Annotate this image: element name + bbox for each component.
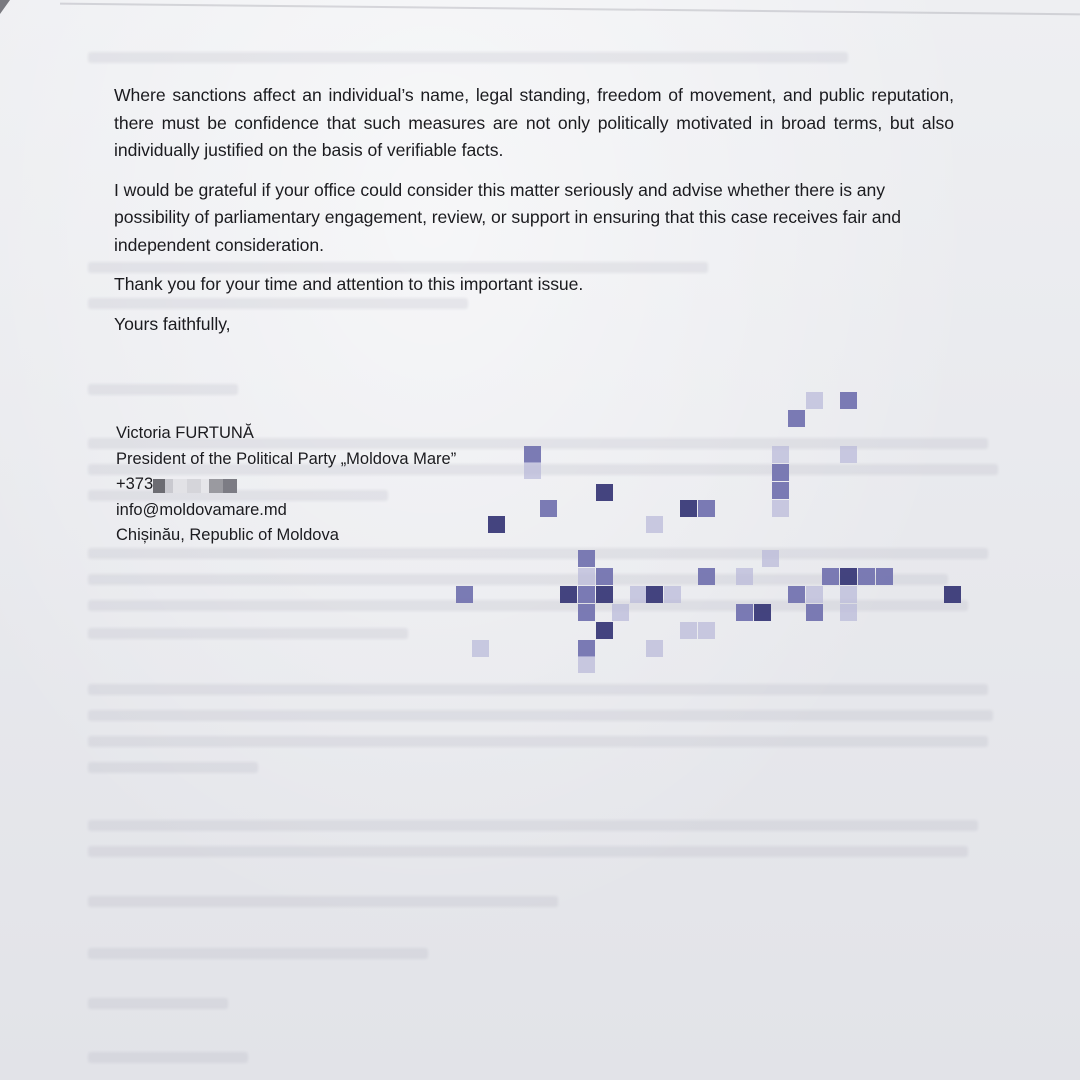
signature-redaction-pixel	[840, 568, 857, 585]
signature-redaction-pixel	[772, 482, 789, 499]
page-edge-shadow	[60, 3, 1080, 16]
ghost-text-line	[88, 628, 408, 639]
signature-redaction-pixel	[840, 446, 857, 463]
signature-redaction-pixel	[762, 550, 779, 567]
signature-redaction-pixel	[596, 586, 613, 603]
ghost-text-line	[88, 762, 258, 773]
signature-redaction-pixel	[944, 586, 961, 603]
signature-redaction-pixel	[840, 604, 857, 621]
ghost-text-line	[88, 710, 993, 721]
paragraph-thanks: Thank you for your time and attention to this important issue.	[114, 274, 584, 294]
signature-redaction-pixel	[578, 550, 595, 567]
closing-salutation: Yours faithfully,	[114, 313, 231, 334]
signature-redaction-pixel	[876, 568, 893, 585]
signatory-title: President of the Political Party „Moldova Mare”	[116, 449, 457, 468]
signature-redaction-pixel	[788, 586, 805, 603]
signature-redaction-pixel	[806, 604, 823, 621]
signature-redaction-pixel	[772, 500, 789, 517]
signature-redaction-pixel	[698, 622, 715, 639]
signature-redaction-pixel	[596, 568, 613, 585]
signature-redaction-pixel	[578, 568, 595, 585]
page-corner	[0, 0, 10, 14]
signature-redaction-pixel	[540, 500, 557, 517]
signature-redaction-pixel	[822, 568, 839, 585]
ghost-text-line	[88, 948, 428, 959]
signature-redaction-pixel	[646, 516, 663, 533]
ghost-text-line	[88, 600, 968, 611]
signatory-address: Chișinău, Republic of Moldova	[116, 526, 339, 544]
signature-redaction-pixel	[840, 586, 857, 603]
ghost-text-line	[88, 384, 238, 395]
paragraph-sanctions: Where sanctions affect an individual’s name, legal standing, freedom of movement, and public reputation, there must be confidence that such measures are not only politically motivated in broad terms, but also individually justified on the basis of verifiable facts.	[114, 85, 954, 160]
ghost-text-line	[88, 846, 968, 857]
signature-redaction-pixel	[646, 640, 663, 657]
paragraph-request: I would be grateful if your office could consider this matter seriously and advise whether there is any possibility of parliamentary engagement, review, or support in ensuring that this case receives fair and independent consideration.	[114, 179, 901, 255]
signature-redaction-pixel	[630, 586, 647, 603]
ghost-text-line	[88, 548, 988, 559]
signatory-email: info@moldovamare.md	[116, 500, 287, 519]
ghost-text-line	[88, 998, 228, 1009]
signature-redaction-pixel	[858, 568, 875, 585]
signature-redaction-pixel	[806, 586, 823, 603]
ghost-text-line	[88, 736, 988, 747]
signature-redaction-pixel	[788, 410, 805, 427]
ghost-text-line	[88, 52, 848, 63]
signatory-name: Victoria FURTUNĂ	[116, 424, 254, 442]
signature-redaction-pixel	[664, 586, 681, 603]
signature-redaction-pixel	[806, 392, 823, 409]
phone-redaction	[153, 476, 237, 490]
signature-redaction-pixel	[772, 464, 789, 481]
signature-redaction-pixel	[612, 604, 629, 621]
signature-redaction-pixel	[578, 604, 595, 621]
signature-redaction-pixel	[736, 604, 753, 621]
signature-redaction-pixel	[680, 500, 697, 517]
signature-redaction-pixel	[596, 484, 613, 501]
signature-redaction-pixel	[578, 586, 595, 603]
ghost-text-line	[88, 820, 978, 831]
phone-prefix: +373	[116, 475, 154, 493]
signature-redaction-pixel	[560, 586, 577, 603]
ghost-text-line	[88, 684, 988, 695]
ghost-text-line	[88, 896, 558, 907]
signature-redaction-pixel	[754, 604, 771, 621]
signature-redaction-pixel	[680, 622, 697, 639]
signature-redaction-pixel	[472, 640, 489, 657]
signature-redaction-pixel	[578, 656, 595, 673]
signature-redaction-pixel	[456, 586, 473, 603]
letter-body	[114, 82, 954, 338]
signature-redaction-pixel	[698, 500, 715, 517]
signature-redaction-pixel	[646, 586, 663, 603]
signature-redaction-pixel	[772, 446, 789, 463]
ghost-text-line	[88, 1052, 248, 1063]
signature-redaction-pixel	[578, 640, 595, 657]
signature-redaction-pixel	[596, 622, 613, 639]
ghost-text-line	[88, 574, 948, 585]
signature-redaction-pixel	[840, 392, 857, 409]
signature-block	[116, 421, 536, 549]
signature-redaction-pixel	[736, 568, 753, 585]
signature-redaction-pixel	[698, 568, 715, 585]
signatory-phone	[116, 472, 536, 498]
